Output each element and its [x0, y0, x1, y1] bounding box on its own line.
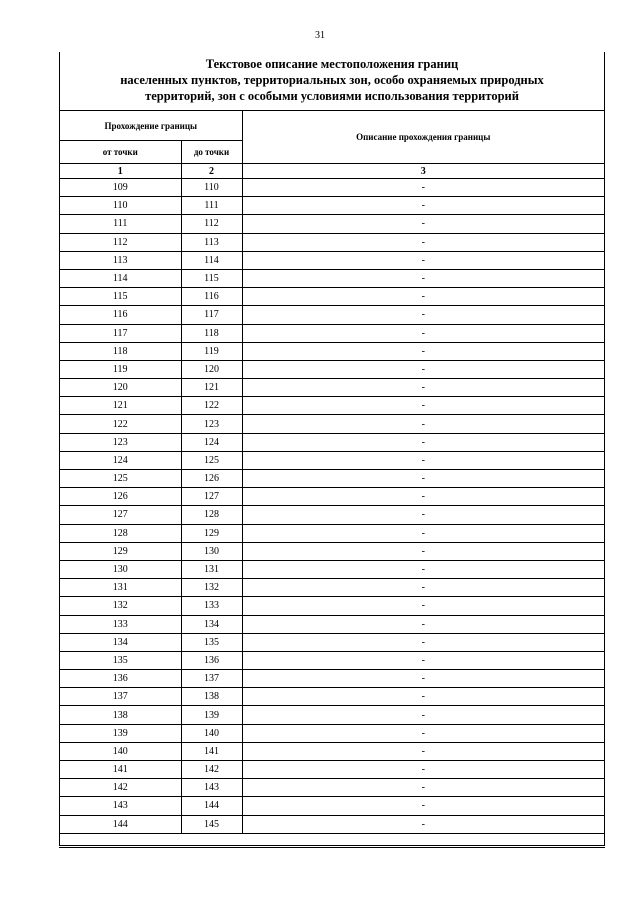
from-point-cell: 131 [60, 579, 181, 597]
header-passage: Прохождение границы [60, 111, 242, 141]
to-point-cell: 131 [181, 560, 242, 578]
table-row [60, 633, 604, 651]
title-line-1: Текстовое описание местоположения границ [205, 57, 459, 71]
from-point-cell: 134 [60, 633, 181, 651]
to-point-cell: 121 [181, 379, 242, 397]
description-cell: - [242, 215, 604, 233]
to-point-cell: 136 [181, 651, 242, 669]
description-cell: - [242, 688, 604, 706]
description-cell: - [242, 542, 604, 560]
from-point-cell: 122 [60, 415, 181, 433]
description-cell: - [242, 197, 604, 215]
description-cell: - [242, 379, 604, 397]
from-point-cell: 136 [60, 670, 181, 688]
from-point-cell: 121 [60, 397, 181, 415]
description-cell: - [242, 651, 604, 669]
from-point-cell: 117 [60, 324, 181, 342]
description-cell: - [242, 488, 604, 506]
description-cell: - [242, 324, 604, 342]
to-point-cell: 124 [181, 433, 242, 451]
table-row [60, 779, 604, 797]
table-row [60, 306, 604, 324]
to-point-cell: 114 [181, 251, 242, 269]
from-point-cell: 116 [60, 306, 181, 324]
from-point-cell: 126 [60, 488, 181, 506]
table-row [60, 524, 604, 542]
to-point-cell: 117 [181, 306, 242, 324]
boundary-table [60, 110, 604, 834]
to-point-cell: 119 [181, 342, 242, 360]
to-point-cell: 129 [181, 524, 242, 542]
to-point-cell: 140 [181, 724, 242, 742]
table-row [60, 724, 604, 742]
table-row [60, 761, 604, 779]
to-point-cell: 118 [181, 324, 242, 342]
header-description: Описание прохождения границы [242, 111, 604, 164]
from-point-cell: 112 [60, 233, 181, 251]
to-point-cell: 139 [181, 706, 242, 724]
to-point-cell: 128 [181, 506, 242, 524]
from-point-cell: 139 [60, 724, 181, 742]
to-point-cell: 134 [181, 615, 242, 633]
table-row [60, 506, 604, 524]
from-point-cell: 119 [60, 360, 181, 378]
to-point-cell: 115 [181, 269, 242, 287]
from-point-cell: 129 [60, 542, 181, 560]
table-body [60, 179, 604, 834]
from-point-cell: 141 [60, 761, 181, 779]
table-row [60, 560, 604, 578]
frame-bottom-rule [59, 845, 605, 848]
to-point-cell: 113 [181, 233, 242, 251]
table-row [60, 197, 604, 215]
to-point-cell: 133 [181, 597, 242, 615]
description-cell: - [242, 560, 604, 578]
table-row [60, 597, 604, 615]
table-row [60, 324, 604, 342]
from-point-cell: 123 [60, 433, 181, 451]
description-cell: - [242, 670, 604, 688]
title-line-2: населенных пунктов, территориальных зон, особо охраняемых природных [120, 73, 544, 87]
column-number-3: 3 [242, 164, 604, 179]
from-point-cell: 133 [60, 615, 181, 633]
table-row [60, 579, 604, 597]
description-cell: - [242, 233, 604, 251]
description-cell: - [242, 360, 604, 378]
table-row [60, 415, 604, 433]
to-point-cell: 125 [181, 451, 242, 469]
from-point-cell: 110 [60, 197, 181, 215]
to-point-cell: 143 [181, 779, 242, 797]
description-cell: - [242, 742, 604, 760]
description-cell: - [242, 342, 604, 360]
description-cell: - [242, 815, 604, 833]
from-point-cell: 120 [60, 379, 181, 397]
description-cell: - [242, 797, 604, 815]
to-point-cell: 145 [181, 815, 242, 833]
from-point-cell: 113 [60, 251, 181, 269]
description-cell: - [242, 579, 604, 597]
description-cell: - [242, 615, 604, 633]
to-point-cell: 126 [181, 470, 242, 488]
from-point-cell: 118 [60, 342, 181, 360]
table-row [60, 470, 604, 488]
table-row [60, 360, 604, 378]
description-cell: - [242, 779, 604, 797]
table-row [60, 651, 604, 669]
table-row [60, 397, 604, 415]
table-row [60, 706, 604, 724]
header-from-point: от точки [60, 141, 181, 164]
table-row [60, 179, 604, 197]
from-point-cell: 127 [60, 506, 181, 524]
to-point-cell: 132 [181, 579, 242, 597]
description-cell: - [242, 724, 604, 742]
description-cell: - [242, 633, 604, 651]
table-row [60, 670, 604, 688]
to-point-cell: 130 [181, 542, 242, 560]
from-point-cell: 111 [60, 215, 181, 233]
description-cell: - [242, 288, 604, 306]
description-cell: - [242, 451, 604, 469]
table-row [60, 451, 604, 469]
table-row [60, 688, 604, 706]
description-cell: - [242, 433, 604, 451]
column-number-1: 1 [60, 164, 181, 179]
document-frame [59, 52, 605, 846]
description-cell: - [242, 397, 604, 415]
table-row [60, 742, 604, 760]
description-cell: - [242, 415, 604, 433]
description-cell: - [242, 251, 604, 269]
table-row [60, 379, 604, 397]
to-point-cell: 142 [181, 761, 242, 779]
to-point-cell: 137 [181, 670, 242, 688]
from-point-cell: 135 [60, 651, 181, 669]
from-point-cell: 144 [60, 815, 181, 833]
table-row [60, 433, 604, 451]
description-cell: - [242, 706, 604, 724]
from-point-cell: 109 [60, 179, 181, 197]
to-point-cell: 122 [181, 397, 242, 415]
column-number-2: 2 [181, 164, 242, 179]
to-point-cell: 110 [181, 179, 242, 197]
to-point-cell: 138 [181, 688, 242, 706]
to-point-cell: 120 [181, 360, 242, 378]
table-row [60, 342, 604, 360]
from-point-cell: 124 [60, 451, 181, 469]
from-point-cell: 143 [60, 797, 181, 815]
to-point-cell: 141 [181, 742, 242, 760]
from-point-cell: 137 [60, 688, 181, 706]
table-row [60, 797, 604, 815]
table-row [60, 251, 604, 269]
to-point-cell: 112 [181, 215, 242, 233]
from-point-cell: 114 [60, 269, 181, 287]
table-row [60, 288, 604, 306]
description-cell: - [242, 470, 604, 488]
table-row [60, 542, 604, 560]
from-point-cell: 132 [60, 597, 181, 615]
table-row [60, 215, 604, 233]
table-row [60, 615, 604, 633]
to-point-cell: 123 [181, 415, 242, 433]
to-point-cell: 116 [181, 288, 242, 306]
to-point-cell: 144 [181, 797, 242, 815]
document-title [60, 56, 604, 104]
from-point-cell: 142 [60, 779, 181, 797]
description-cell: - [242, 524, 604, 542]
to-point-cell: 135 [181, 633, 242, 651]
description-cell: - [242, 506, 604, 524]
description-cell: - [242, 597, 604, 615]
from-point-cell: 140 [60, 742, 181, 760]
from-point-cell: 125 [60, 470, 181, 488]
from-point-cell: 115 [60, 288, 181, 306]
page-number: 31 [315, 30, 325, 41]
description-cell: - [242, 179, 604, 197]
to-point-cell: 111 [181, 197, 242, 215]
description-cell: - [242, 761, 604, 779]
from-point-cell: 128 [60, 524, 181, 542]
from-point-cell: 138 [60, 706, 181, 724]
description-cell: - [242, 269, 604, 287]
table-row [60, 815, 604, 833]
title-line-3: территорий, зон с особыми условиями использования территорий [145, 89, 519, 103]
table-row [60, 233, 604, 251]
table-row [60, 269, 604, 287]
table-row [60, 488, 604, 506]
header-to-point: до точки [181, 141, 242, 164]
description-cell: - [242, 306, 604, 324]
from-point-cell: 130 [60, 560, 181, 578]
to-point-cell: 127 [181, 488, 242, 506]
